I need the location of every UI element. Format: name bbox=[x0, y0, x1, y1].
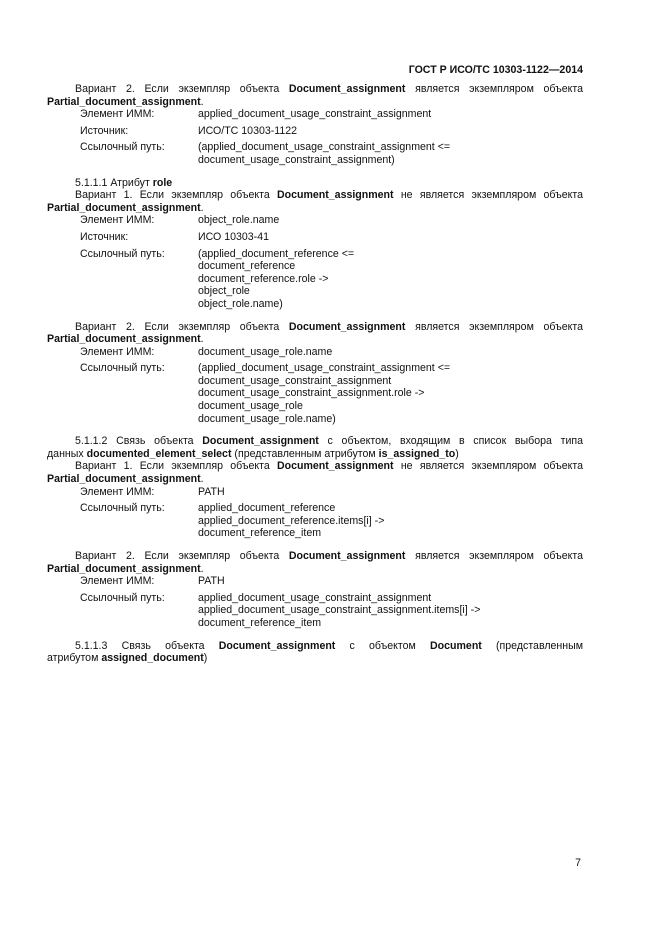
bold-term: Document_assignment bbox=[218, 639, 336, 652]
text-run: . bbox=[200, 333, 204, 346]
spacer bbox=[47, 630, 583, 640]
paragraph bbox=[47, 460, 583, 485]
mapping-value-line: document_usage_role.name) bbox=[198, 412, 336, 425]
text-run: является экземпляром объекта bbox=[405, 320, 584, 333]
mapping-row bbox=[47, 502, 583, 540]
mapping-value-line: object_role.name bbox=[198, 214, 280, 227]
mapping-value-line: applied_document_usage_constraint_assignment.items[i] -> bbox=[198, 604, 481, 617]
mapping-value-line: document_reference.role -> bbox=[198, 272, 329, 285]
paragraph-line bbox=[47, 640, 583, 653]
bold-term: Document_assignment bbox=[288, 83, 406, 95]
mapping-value bbox=[198, 486, 583, 499]
mapping-key: Элемент ИММ: bbox=[80, 108, 155, 121]
text-run: 5.1.1.3 Связь объекта bbox=[75, 639, 219, 652]
text-run: (представленным bbox=[481, 639, 584, 652]
spacer bbox=[47, 311, 583, 321]
paragraph bbox=[47, 189, 583, 214]
mapping-value-line: ИСО/ТС 10303-1122 bbox=[198, 124, 298, 137]
paragraph-line bbox=[47, 435, 583, 448]
bold-term: Document_assignment bbox=[288, 550, 406, 562]
bold-term: Partial_document_assignment bbox=[47, 201, 201, 214]
mapping-value-line: document_reference_item bbox=[198, 527, 322, 540]
mapping-row bbox=[47, 575, 583, 588]
text-run: (представленным атрибутом bbox=[231, 447, 379, 460]
mapping-key: Элемент ИММ: bbox=[80, 485, 155, 498]
mapping-row bbox=[47, 141, 583, 166]
paragraph-line bbox=[47, 83, 583, 96]
mapping-value bbox=[198, 108, 583, 121]
mapping-value-line: applied_document_usage_constraint_assignment bbox=[198, 591, 432, 604]
mapping-value bbox=[198, 362, 583, 425]
paragraph-line bbox=[47, 177, 583, 190]
spacer bbox=[47, 425, 583, 435]
text-run: 5.1.1.2 Связь объекта bbox=[75, 435, 203, 448]
text-run: с объектом, входящим в список выбора типа bbox=[318, 435, 583, 448]
bold-term: Document bbox=[430, 639, 482, 652]
mapping-row bbox=[47, 231, 583, 244]
mapping-value-line: (applied_document_reference <= bbox=[198, 247, 355, 260]
mapping-value-line: document_reference bbox=[198, 260, 296, 273]
text-run: Вариант 1. Если экземпляр объекта bbox=[75, 189, 277, 202]
text-run: . bbox=[200, 201, 204, 214]
text-run: 5.1.1.1 Атрибут bbox=[75, 176, 153, 189]
paragraph-line bbox=[47, 652, 583, 665]
text-run: не является экземпляром объекта bbox=[393, 460, 584, 473]
mapping-value-line: (applied_document_usage_constraint_assignment <= bbox=[198, 141, 451, 154]
spacer bbox=[47, 540, 583, 550]
text-run: атрибутом bbox=[47, 652, 102, 665]
mapping-value-line: object_role bbox=[198, 285, 250, 298]
mapping-value bbox=[198, 141, 583, 166]
page-number: 7 bbox=[575, 857, 581, 869]
mapping-value-line: document_reference_item bbox=[198, 616, 322, 629]
text-run: Вариант 2. Если экземпляр объекта bbox=[75, 550, 289, 562]
paragraph-line bbox=[47, 460, 583, 473]
mapping-value bbox=[198, 592, 583, 630]
mapping-value bbox=[198, 214, 583, 227]
paragraph bbox=[47, 83, 583, 108]
mapping-value-line: ИСО 10303-41 bbox=[198, 230, 269, 243]
paragraph-line bbox=[47, 550, 583, 563]
paragraph bbox=[47, 550, 583, 575]
page-header: ГОСТ Р ИСО/ТС 10303-1122—2014 bbox=[408, 64, 583, 76]
mapping-row bbox=[47, 248, 583, 311]
mapping-value bbox=[198, 346, 583, 359]
mapping-row bbox=[47, 592, 583, 630]
text-run: с объектом bbox=[335, 639, 431, 652]
bold-term: is_assigned_to bbox=[378, 447, 456, 460]
paragraph-line bbox=[47, 448, 583, 461]
mapping-value-line: applied_document_usage_constraint_assignment bbox=[198, 108, 432, 121]
page-body bbox=[47, 83, 583, 665]
paragraph bbox=[47, 321, 583, 346]
mapping-value-line: (applied_document_usage_constraint_assignment <= bbox=[198, 362, 451, 375]
paragraph-line bbox=[47, 473, 583, 486]
text-run: является экземпляром объекта bbox=[405, 550, 584, 562]
mapping-value-line: document_usage_role.name bbox=[198, 345, 333, 358]
mapping-value-line: document_usage_constraint_assignment) bbox=[198, 153, 395, 166]
mapping-key: Ссылочный путь: bbox=[80, 362, 165, 375]
text-run: данных bbox=[47, 447, 87, 460]
mapping-value bbox=[198, 575, 583, 588]
mapping-key: Элемент ИММ: bbox=[80, 214, 155, 227]
mapping-key: Ссылочный путь: bbox=[80, 591, 165, 604]
mapping-key: Элемент ИММ: bbox=[80, 575, 155, 588]
mapping-row bbox=[47, 108, 583, 121]
mapping-row bbox=[47, 486, 583, 499]
paragraph-line bbox=[47, 321, 583, 334]
mapping-value-line: PATH bbox=[198, 575, 225, 588]
mapping-key: Ссылочный путь: bbox=[80, 141, 165, 154]
mapping-value bbox=[198, 231, 583, 244]
bold-term: Document_assignment bbox=[277, 189, 394, 202]
paragraph-line bbox=[47, 96, 583, 109]
mapping-value-line: document_usage_constraint_assignment bbox=[198, 374, 392, 387]
mapping-value-line: document_usage_constraint_assignment.role -> bbox=[198, 387, 425, 400]
spacer bbox=[47, 167, 583, 177]
bold-term: Document_assignment bbox=[277, 460, 394, 473]
text-run: ) bbox=[455, 447, 459, 460]
text-run: Вариант 2. Если экземпляр объекта bbox=[75, 320, 289, 333]
mapping-value-line: applied_document_reference.items[i] -> bbox=[198, 514, 385, 527]
mapping-row bbox=[47, 362, 583, 425]
paragraph bbox=[47, 435, 583, 460]
paragraph-line bbox=[47, 563, 583, 576]
mapping-value bbox=[198, 248, 583, 311]
text-run: Вариант 1. Если экземпляр объекта bbox=[75, 460, 277, 473]
paragraph bbox=[47, 177, 583, 190]
bold-term: Document_assignment bbox=[202, 435, 319, 448]
bold-term: Partial_document_assignment bbox=[47, 473, 201, 486]
bold-term: Partial_document_assignment bbox=[47, 333, 201, 346]
mapping-row bbox=[47, 125, 583, 138]
mapping-value-line: PATH bbox=[198, 485, 225, 498]
text-run: не является экземпляром объекта bbox=[393, 189, 584, 202]
bold-term: Document_assignment bbox=[288, 320, 406, 333]
mapping-row bbox=[47, 214, 583, 227]
mapping-key: Источник: bbox=[80, 124, 129, 137]
mapping-key: Ссылочный путь: bbox=[80, 502, 165, 515]
bold-term: documented_element_select bbox=[86, 447, 232, 460]
mapping-value bbox=[198, 502, 583, 540]
text-run: Вариант 2. Если экземпляр объекта bbox=[75, 83, 289, 95]
paragraph-line bbox=[47, 202, 583, 215]
bold-term: role bbox=[152, 176, 173, 189]
text-run: . bbox=[200, 95, 204, 108]
paragraph bbox=[47, 640, 583, 665]
mapping-key: Ссылочный путь: bbox=[80, 247, 165, 260]
paragraph-line bbox=[47, 189, 583, 202]
bold-term: assigned_document bbox=[101, 652, 204, 665]
bold-term: Partial_document_assignment bbox=[47, 562, 201, 575]
mapping-value bbox=[198, 125, 583, 138]
paragraph-line bbox=[47, 333, 583, 346]
mapping-value-line: object_role.name) bbox=[198, 297, 283, 310]
text-run: ) bbox=[203, 652, 208, 665]
mapping-value-line: applied_document_reference bbox=[198, 502, 336, 515]
mapping-key: Элемент ИММ: bbox=[80, 345, 155, 358]
text-run: является экземпляром объекта bbox=[405, 83, 584, 95]
mapping-row bbox=[47, 346, 583, 359]
mapping-value-line: document_usage_role bbox=[198, 400, 303, 413]
bold-term: Partial_document_assignment bbox=[47, 95, 201, 108]
mapping-key: Источник: bbox=[80, 230, 129, 243]
text-run: . bbox=[200, 473, 204, 486]
text-run: . bbox=[200, 562, 204, 575]
